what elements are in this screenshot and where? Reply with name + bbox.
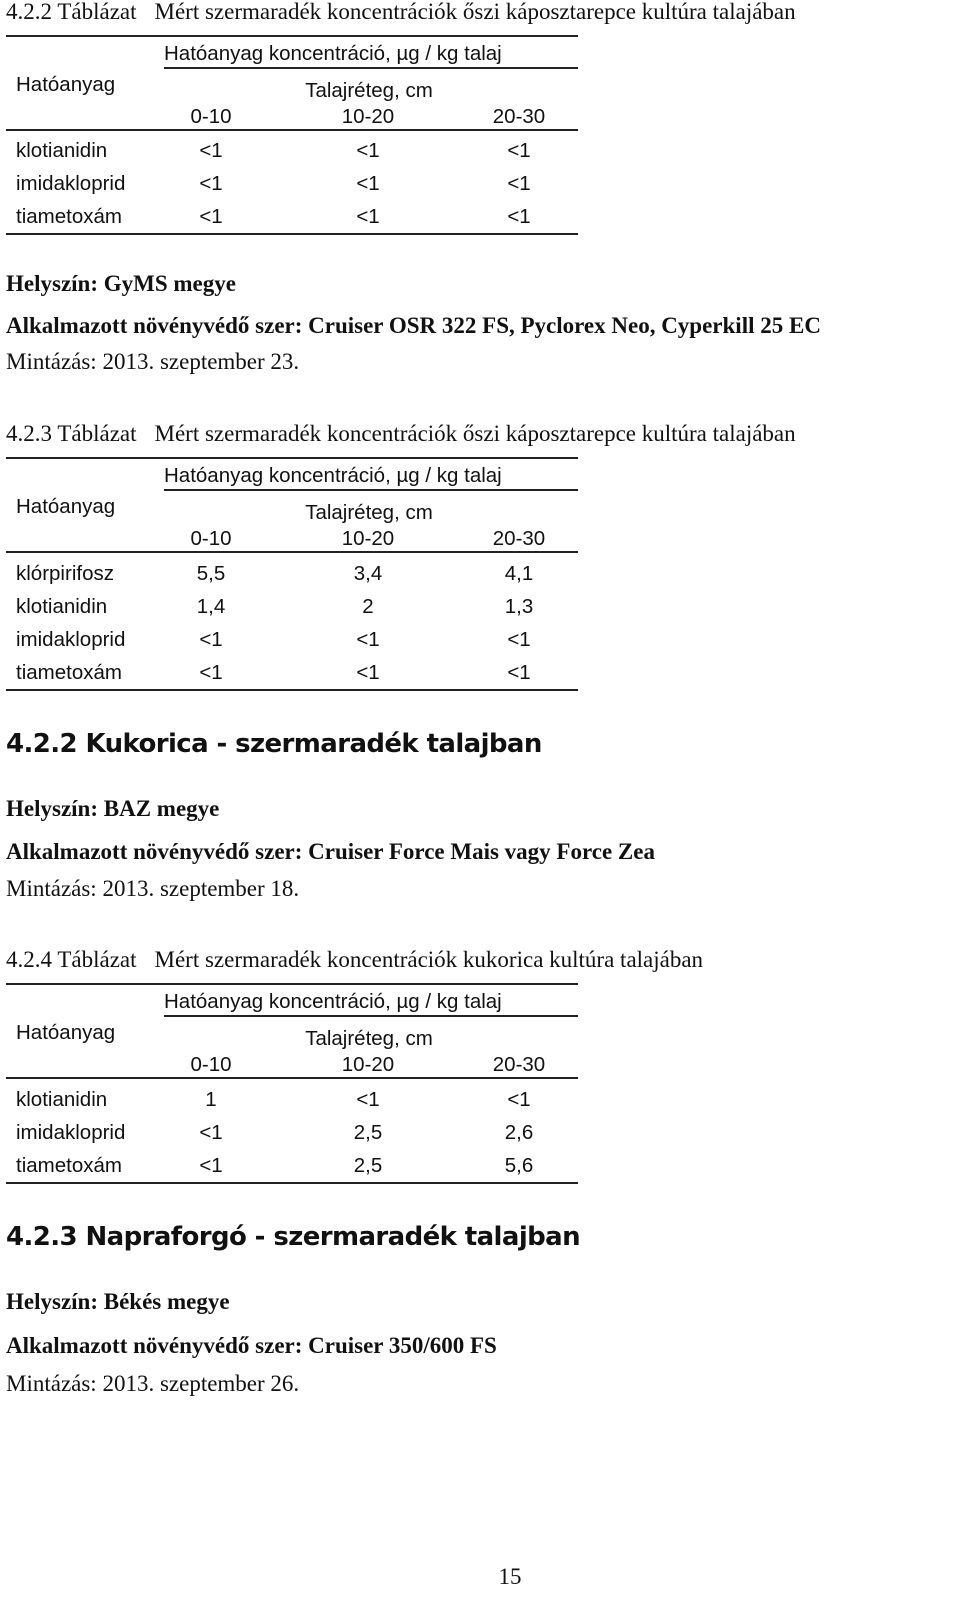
row-label: klórpirifosz <box>16 562 114 585</box>
table-cell: 5,6 <box>504 1154 534 1177</box>
row-header: Hatóanyag <box>16 73 116 96</box>
column-header: 0-10 <box>190 105 232 128</box>
column-header: 10-20 <box>341 1053 395 1076</box>
table-cell: <1 <box>507 205 531 228</box>
group-header-rule <box>164 67 578 69</box>
table-cell: <1 <box>356 172 380 195</box>
table-top-rule <box>6 983 578 985</box>
row-label: klotianidin <box>16 139 108 162</box>
pesticide-line: Alkalmazott növényvédő szer: Cruiser 350/600 FS <box>6 1333 497 1358</box>
table-cell: <1 <box>356 205 380 228</box>
column-header: 0-10 <box>190 1053 232 1076</box>
sub-header: Talajréteg, cm <box>305 501 433 524</box>
column-header: 20-30 <box>492 1053 546 1076</box>
section-heading: 4.2.2 Kukorica - szermaradék talajban <box>6 729 542 759</box>
pesticide-line: Alkalmazott növényvédő szer: Cruiser OSR 322 FS, Pyclorex Neo, Cyperkill 25 EC <box>6 313 821 338</box>
table-cell: <1 <box>356 1088 380 1111</box>
table-cell: <1 <box>356 139 380 162</box>
table-cell: 2 <box>362 595 374 618</box>
table-cell: <1 <box>356 628 380 651</box>
table-cell: 1,4 <box>196 595 226 618</box>
row-label: imidakloprid <box>16 172 126 195</box>
column-header: 20-30 <box>492 105 546 128</box>
table-cell: <1 <box>199 205 223 228</box>
location-line: Helyszín: BAZ megye <box>6 796 220 821</box>
table-number: 4.2.4 Táblázat <box>6 947 137 972</box>
pesticide-line: Alkalmazott növényvédő szer: Cruiser Force Mais vagy Force Zea <box>6 839 655 864</box>
table-cell: 2,5 <box>353 1154 383 1177</box>
header-rule <box>6 551 578 553</box>
table-cell: 2,6 <box>504 1121 534 1144</box>
table-cell: 3,4 <box>353 562 383 585</box>
row-label: imidakloprid <box>16 1121 126 1144</box>
row-label: tiametoxám <box>16 661 122 684</box>
row-label: klotianidin <box>16 1088 108 1111</box>
row-label: klotianidin <box>16 595 108 618</box>
table-bottom-rule <box>6 1182 578 1184</box>
page-number: 15 <box>498 1564 522 1589</box>
group-header: Hatóanyag koncentráció, µg / kg talaj <box>164 464 502 487</box>
table-cell: <1 <box>507 139 531 162</box>
sampling-date: Mintázás: 2013. szeptember 26. <box>6 1371 300 1396</box>
table-bottom-rule <box>6 689 578 691</box>
residue-table-3 <box>6 978 578 1192</box>
location-line: Helyszín: Békés megye <box>6 1289 230 1314</box>
table-bottom-rule <box>6 233 578 235</box>
group-header-rule <box>164 489 578 491</box>
table-title: Mért szermaradék koncentrációk őszi káposztarepce kultúra talajában <box>154 421 796 446</box>
sub-header: Talajréteg, cm <box>305 79 433 102</box>
location-line: Helyszín: GyMS megye <box>6 271 236 296</box>
sampling-date: Mintázás: 2013. szeptember 18. <box>6 876 300 901</box>
row-label: tiametoxám <box>16 1154 122 1177</box>
table-cell: 1 <box>205 1088 217 1111</box>
table-cell: <1 <box>507 1088 531 1111</box>
table-cell: 2,5 <box>353 1121 383 1144</box>
table-title: Mért szermaradék koncentrációk kukorica kultúra talajában <box>154 947 704 972</box>
group-header: Hatóanyag koncentráció, µg / kg talaj <box>164 42 502 65</box>
column-header: 10-20 <box>341 105 395 128</box>
row-label: tiametoxám <box>16 205 122 228</box>
row-label: imidakloprid <box>16 628 126 651</box>
residue-table-2 <box>6 452 578 697</box>
group-header: Hatóanyag koncentráció, µg / kg talaj <box>164 990 502 1013</box>
table-caption <box>6 421 796 447</box>
header-rule <box>6 129 578 131</box>
table-cell: <1 <box>199 1154 223 1177</box>
table-top-rule <box>6 35 578 37</box>
section-heading: 4.2.3 Napraforgó - szermaradék talajban <box>6 1222 580 1252</box>
table-cell: <1 <box>507 628 531 651</box>
table-cell: 4,1 <box>504 562 534 585</box>
table-cell: 5,5 <box>196 562 226 585</box>
table-cell: <1 <box>507 172 531 195</box>
table-cell: <1 <box>356 661 380 684</box>
row-header: Hatóanyag <box>16 495 116 518</box>
table-cell: <1 <box>199 628 223 651</box>
column-header: 10-20 <box>341 527 395 550</box>
table-top-rule <box>6 457 578 459</box>
table-cell: <1 <box>199 172 223 195</box>
header-rule <box>6 1077 578 1079</box>
table-title: Mért szermaradék koncentrációk őszi káposztarepce kultúra talajában <box>154 0 796 24</box>
table-cell: <1 <box>199 1121 223 1144</box>
sub-header: Talajréteg, cm <box>305 1027 433 1050</box>
table-cell: <1 <box>199 139 223 162</box>
row-header: Hatóanyag <box>16 1021 116 1044</box>
group-header-rule <box>164 1015 578 1017</box>
sampling-date: Mintázás: 2013. szeptember 23. <box>6 349 300 374</box>
table-caption <box>6 0 796 25</box>
table-caption <box>6 947 703 973</box>
table-number: 4.2.2 Táblázat <box>6 0 137 24</box>
column-header: 20-30 <box>492 527 546 550</box>
residue-table-1 <box>6 30 578 235</box>
table-cell: 1,3 <box>504 595 534 618</box>
table-number: 4.2.3 Táblázat <box>6 421 137 446</box>
column-header: 0-10 <box>190 527 232 550</box>
table-cell: <1 <box>507 661 531 684</box>
table-cell: <1 <box>199 661 223 684</box>
